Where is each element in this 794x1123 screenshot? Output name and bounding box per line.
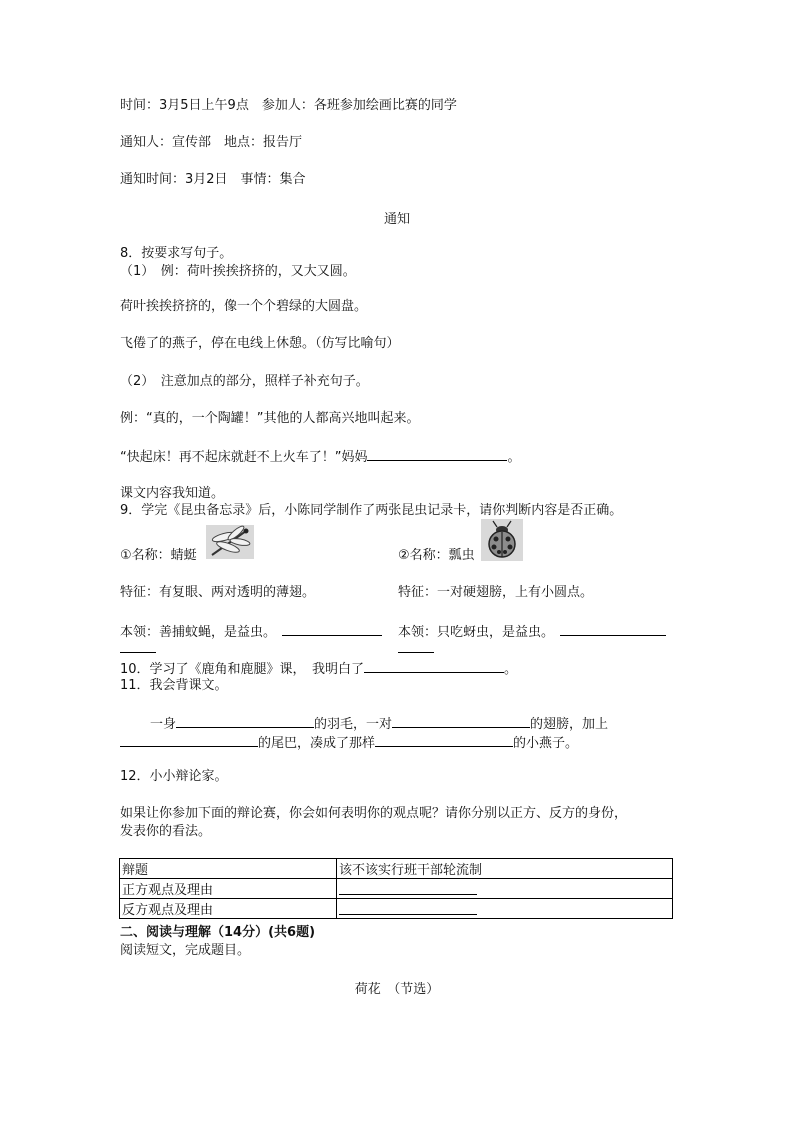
notice-line-date: 通知时间：3月2日 事情：集合	[120, 172, 306, 187]
q8-sub1-task: 飞倦了的燕子，停在电线上休憩。（仿写比喻句）	[120, 336, 400, 351]
q12-prompt-line1: 如果让你参加下面的辩论赛，你会如何表明你的观点呢？请你分别以正方、反方的身份，	[120, 806, 628, 821]
table-row	[120, 899, 673, 919]
q8-heading: 8．按要求写句子。	[120, 246, 233, 261]
card1-ability-line	[120, 621, 382, 642]
ladybug-icon	[481, 519, 523, 561]
answer-blank-continued[interactable]	[398, 638, 434, 653]
answer-blank[interactable]	[339, 902, 477, 915]
q11-part4: 的尾巴，凑成了那样	[258, 736, 376, 751]
q8-sub2-label: （2） 注意加点的部分，照样子补充句子。	[120, 374, 369, 389]
con-side-label: 反方观点及理由	[120, 899, 337, 919]
card2-ability: 本领：只吃蚜虫，是益虫。	[398, 625, 555, 640]
notice-line-sender: 通知人：宣传部 地点：报告厅	[120, 135, 303, 150]
card2-ability-line	[398, 621, 666, 642]
q8-sub2-task-line	[120, 446, 521, 467]
con-side-answer-cell[interactable]	[337, 899, 673, 919]
answer-blank[interactable]	[364, 658, 504, 673]
pro-side-answer-cell[interactable]	[337, 879, 673, 899]
card1-ability: 本领：善捕蚊蝇，是益虫。	[120, 625, 277, 640]
q8-sub2-task: “快起床！再不起床就赶不上火车了！”妈妈	[120, 450, 368, 465]
card2-feature: 特征：一对硬翅膀，上有小圆点。	[398, 585, 594, 600]
table-row	[120, 879, 673, 899]
card2-name: ②名称：瓢虫	[398, 548, 475, 563]
notice-line-time: 时间：3月5日上午9点 参加人：各班参加绘画比赛的同学	[120, 98, 457, 113]
q10-line	[120, 658, 517, 679]
card1-feature: 特征：有复眼、两对透明的薄翅。	[120, 585, 316, 600]
pro-side-label: 正方观点及理由	[120, 879, 337, 899]
answer-blank[interactable]	[339, 882, 477, 895]
answer-blank-continued[interactable]	[120, 638, 156, 653]
q10-text: 10．学习了《鹿角和鹿腿》课， 我明白了	[120, 662, 365, 677]
debate-table	[119, 858, 673, 919]
answer-blank[interactable]	[176, 713, 314, 728]
section-intro: 课文内容我知道。	[120, 486, 225, 501]
q8-sub2-example: 例：“真的，一个陶罐！”其他的人都高兴地叫起来。	[120, 411, 420, 426]
q11-line2	[120, 732, 578, 753]
q10-end: 。	[504, 662, 518, 677]
part2-heading: 二、阅读与理解（14分）(共6题)	[120, 925, 316, 940]
answer-blank[interactable]	[560, 621, 666, 636]
q8-sub1-example: 荷叶挨挨挤挤的，像一个个碧绿的大圆盘。	[120, 299, 368, 314]
q11-heading: 11．我会背课文。	[120, 678, 228, 693]
part2-instruction: 阅读短文，完成题目。	[120, 943, 251, 958]
q8-sub1-label: （1） 例：荷叶挨挨挤挤的，又大又圆。	[120, 264, 356, 279]
q11-part5: 的小燕子。	[513, 736, 579, 751]
dragonfly-icon	[206, 525, 254, 559]
notice-title: 通知	[383, 212, 410, 227]
q12-heading: 12．小小辩论家。	[120, 769, 228, 784]
answer-blank[interactable]	[375, 732, 513, 747]
answer-blank[interactable]	[282, 621, 382, 636]
answer-blank[interactable]	[367, 446, 507, 461]
q11-part2: 的羽毛，一对	[314, 717, 393, 732]
q8-sub2-end: 。	[507, 450, 521, 465]
q11-line1	[150, 713, 608, 734]
debate-topic-label: 辩题	[120, 859, 337, 879]
q11-part3: 的翅膀，加上	[530, 717, 609, 732]
debate-topic-value: 该不该实行班干部轮流制	[337, 859, 673, 879]
passage-title: 荷花 （节选）	[354, 982, 440, 997]
answer-blank[interactable]	[120, 732, 258, 747]
card1-name: ①名称：蜻蜓	[120, 548, 197, 563]
answer-blank[interactable]	[392, 713, 530, 728]
q12-prompt-line2: 发表你的看法。	[120, 824, 212, 839]
q9-heading: 9．学完《昆虫备忘录》后，小陈同学制作了两张昆虫记录卡，请你判断内容是否正确。	[120, 503, 623, 518]
table-row	[120, 859, 673, 879]
q11-part1: 一身	[150, 717, 177, 732]
